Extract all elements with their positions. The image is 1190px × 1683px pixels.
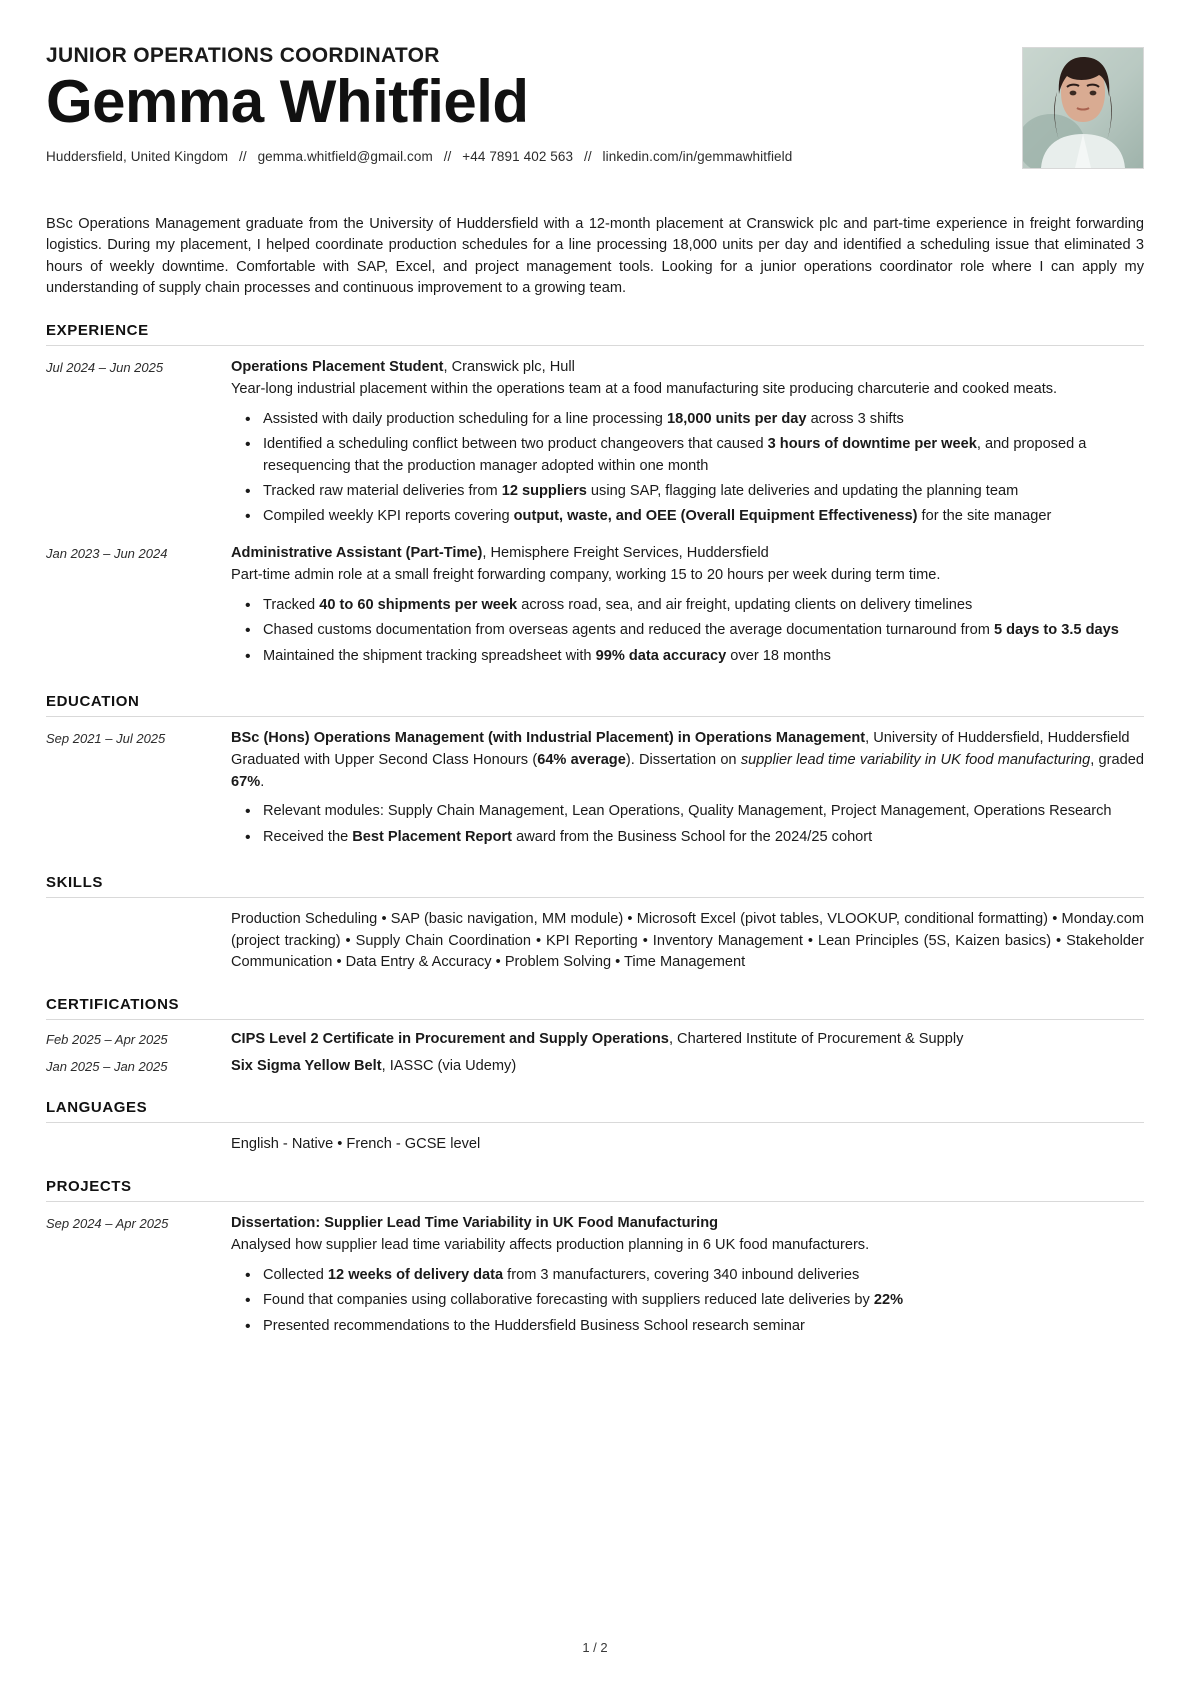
contact-separator: // xyxy=(239,148,247,164)
entry-body xyxy=(231,543,1144,671)
entry-date-empty xyxy=(46,1134,231,1136)
job-role: Administrative Assistant (Part-Time) xyxy=(231,544,483,561)
entry-bullets xyxy=(231,595,1144,667)
professional-summary: BSc Operations Management graduate from the University of Huddersfield with a 12-month placement at Cranswick plc and part-time experience in freight forwarding logistics. During my placement, I helped coordinate production schedules for a line processing 18,000 units per day and identified a scheduling issue that eliminated 3 hours of weekly downtime. Comfortable with SAP, Excel, and project management tools. Looking for a junior operations coordinator role where I can apply my understanding of supply chain processes and continuous improvement to a growing team. xyxy=(46,216,1144,297)
certification-issuer: , IASSC (via Udemy) xyxy=(381,1057,517,1074)
avatar xyxy=(1022,47,1144,169)
entry-body xyxy=(231,1029,1144,1050)
section-projects xyxy=(46,1178,1144,1341)
page-footer xyxy=(0,1640,1190,1655)
institution-name: , University of Huddersfield, Huddersfield xyxy=(865,730,1130,746)
list-item: • Compiled weekly KPI reports covering output, waste, and OEE (Overall Equipment Effectiveness) for the site manager xyxy=(263,506,1144,527)
entry-description: Analysed how supplier lead time variability affects production planning in 6 UK food manufacturers. xyxy=(231,1237,870,1254)
profile-photo-illustration xyxy=(1023,48,1143,168)
education-entry xyxy=(46,728,1144,852)
candidate-name: Gemma Whitfield xyxy=(46,68,529,135)
list-item: • Maintained the shipment tracking spreadsheet with 99% data accuracy over 18 months xyxy=(263,646,1144,667)
section-certifications xyxy=(46,996,1144,1078)
section-title-languages: LANGUAGES xyxy=(46,1099,1144,1123)
entry-date: Sep 2024 – Apr 2025 xyxy=(46,1215,169,1231)
entry-bullets xyxy=(231,1265,1144,1337)
languages-list: English - Native • French - GCSE level xyxy=(231,1136,481,1153)
languages-entry xyxy=(46,1134,1144,1155)
certification-entry xyxy=(46,1029,1144,1050)
list-item: • Received the Best Placement Report award from the Business School for the 2024/25 cohort xyxy=(263,827,1144,848)
page-indicator: 1 / 2 xyxy=(582,1640,608,1655)
certification-name: Six Sigma Yellow Belt xyxy=(231,1057,382,1074)
entry-description: Part-time admin role at a small freight forwarding company, working 15 to 20 hours per week during term time. xyxy=(231,567,941,584)
entry-bullets xyxy=(231,801,1144,848)
entry-title-line xyxy=(231,543,1144,564)
section-languages xyxy=(46,1099,1144,1155)
certification-entry xyxy=(46,1056,1144,1077)
contact-email[interactable]: gemma.whitfield@gmail.com xyxy=(257,148,433,164)
contact-separator: // xyxy=(443,148,452,164)
contact-separator: // xyxy=(583,148,592,164)
entry-bullets xyxy=(231,409,1144,528)
skills-list: Production Scheduling • SAP (basic navigation, MM module) • Microsoft Excel (pivot tables, VLOOKUP, conditional formatting) • Monday.com (project tracking) • Supply Chain Coordination • KPI Reporting • Inventory Management • Lean Principles (5S, Kaizen basics) • Stakeholder Communication • Data Entry & Accuracy • Problem Solving • Time Management xyxy=(231,911,1144,971)
experience-entry xyxy=(46,543,1144,671)
degree-name: BSc (Hons) Operations Management (with Industrial Placement) in Operations Management xyxy=(231,730,866,746)
section-title-education: EDUCATION xyxy=(46,693,1144,717)
job-title: JUNIOR OPERATIONS COORDINATOR xyxy=(46,44,440,67)
entry-date: Jan 2025 – Jan 2025 xyxy=(46,1058,168,1074)
project-name: Dissertation: Supplier Lead Time Variability in UK Food Manufacturing xyxy=(231,1214,719,1231)
list-item: • Collected 12 weeks of delivery data from 3 manufacturers, covering 340 inbound deliveries xyxy=(263,1265,1144,1286)
contact-location: Huddersfield, United Kingdom xyxy=(46,148,229,164)
job-company: , Hemisphere Freight Services, Huddersfield xyxy=(482,544,769,561)
section-title-skills: SKILLS xyxy=(46,874,1144,898)
section-experience xyxy=(46,322,1144,671)
skills-entry xyxy=(46,909,1144,973)
entry-description: Year-long industrial placement within the operations team at a food manufacturing site producing charcuterie and cooked meats. xyxy=(231,381,1058,398)
entry-body xyxy=(231,1056,1144,1077)
section-skills xyxy=(46,874,1144,973)
entry-date-empty xyxy=(46,909,231,911)
list-item: • Assisted with daily production scheduling for a line processing 18,000 units per day across 3 shifts xyxy=(263,409,1144,430)
entry-body xyxy=(231,357,1144,532)
list-item: • Found that companies using collaborative forecasting with suppliers reduced late deliveries by 22% xyxy=(263,1290,1144,1311)
entry-body xyxy=(231,728,1144,852)
resume-header xyxy=(46,44,1144,194)
entry-title-line xyxy=(231,357,1144,378)
certification-name: CIPS Level 2 Certificate in Procurement and Supply Operations xyxy=(231,1030,669,1047)
list-item: • Presented recommendations to the Huddersfield Business School research seminar xyxy=(263,1316,1144,1337)
experience-entry xyxy=(46,357,1144,532)
section-title-certifications: CERTIFICATIONS xyxy=(46,996,1144,1020)
list-item: • Tracked raw material deliveries from 12 suppliers using SAP, flagging late deliveries and updating the planning team xyxy=(263,481,1144,502)
list-item: • Identified a scheduling conflict between two product changeovers that caused 3 hours of downtime per week, and proposed a resequencing that the production manager adopted within one month xyxy=(263,434,1144,477)
certification-issuer: , Chartered Institute of Procurement & Supply xyxy=(668,1030,964,1047)
entry-description: Graduated with Upper Second Class Honours (64% average). Dissertation on supplier lead time variability in UK food manufacturing, graded 67%. xyxy=(231,752,1144,790)
entry-date: Jul 2024 – Jun 2025 xyxy=(46,359,164,375)
entry-date: Jan 2023 – Jun 2024 xyxy=(46,545,168,561)
list-item: • Chased customs documentation from overseas agents and reduced the average documentation turnaround from 5 days to 3.5 days xyxy=(263,620,1144,641)
list-item: • Tracked 40 to 60 shipments per week across road, sea, and air freight, updating clients on delivery timelines xyxy=(263,595,1144,616)
entry-date: Sep 2021 – Jul 2025 xyxy=(46,731,166,746)
contact-phone[interactable]: +44 7891 402 563 xyxy=(462,148,574,164)
project-entry xyxy=(46,1213,1144,1341)
entry-title-line xyxy=(231,728,1144,749)
job-role: Operations Placement Student xyxy=(231,358,444,375)
entry-date: Feb 2025 – Apr 2025 xyxy=(46,1031,168,1047)
contact-line xyxy=(46,149,1144,164)
list-item: • Relevant modules: Supply Chain Management, Lean Operations, Quality Management, Project Management, Operations Research xyxy=(263,801,1144,822)
job-company: , Cranswick plc, Hull xyxy=(443,358,575,375)
section-education xyxy=(46,693,1144,852)
section-title-experience: EXPERIENCE xyxy=(46,322,1144,346)
entry-body xyxy=(231,1213,1144,1341)
contact-linkedin[interactable]: linkedin.com/in/gemmawhitfield xyxy=(602,148,793,164)
section-title-projects: PROJECTS xyxy=(46,1178,1144,1202)
